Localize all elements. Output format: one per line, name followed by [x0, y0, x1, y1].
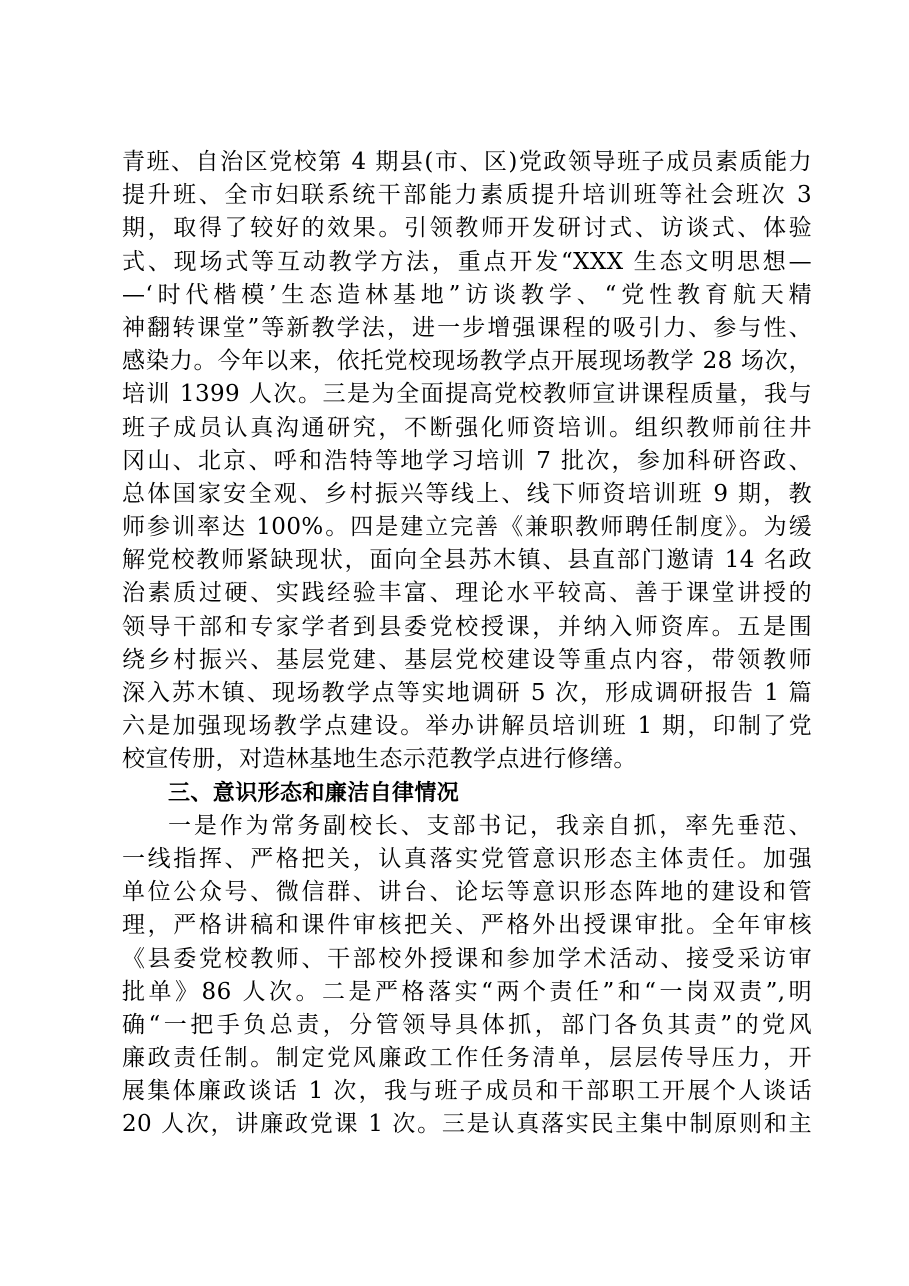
paragraph-line: 六是加强现场教学点建设。举办讲解员培训班 1 期，印制了党	[122, 713, 812, 740]
paragraph-line: 培训 1399 人次。三是为全面提高党校教师宣讲课程质量，我与	[122, 381, 812, 408]
paragraph-line: 班子成员认真沟通研究，不断强化师资培训。组织教师前往井	[122, 414, 812, 441]
paragraph-line: 批单》86 人次。二是严格落实“两个责任”和“一岗双责”,明	[122, 978, 812, 1005]
paragraph-line: 展集体廉政谈话 1 次，我与班子成员和干部职工开展个人谈话	[122, 1078, 812, 1105]
paragraph-line: 青班、自治区党校第 4 期县(市、区)党政领导班子成员素质能力	[122, 149, 812, 175]
paragraph-line: 深入苏木镇、现场教学点等实地调研 5 次，形成调研报告 1 篇	[122, 680, 812, 706]
paragraph-line: 校宣传册，对造林基地生态示范教学点进行修缮。	[122, 746, 637, 773]
paragraph-line: 解党校教师紧缺现状，面向全县苏木镇、县直部门邀请 14 名政	[122, 547, 812, 574]
document-body	[122, 146, 812, 1142]
paragraph-line: 确“一把手负总责，分管领导具体抓，部门各负其责”的党风	[122, 1011, 812, 1038]
paragraph-line: 绕乡村振兴、基层党建、基层党校建设等重点内容，带领教师	[122, 646, 812, 673]
paragraph-line: 冈山、北京、呼和浩特等地学习培训 7 批次，参加科研咨政、	[122, 447, 812, 474]
paragraph-line: —‘时代楷模’生态造林基地”访谈教学、“党性教育航天精	[122, 281, 812, 308]
paragraph-line: 治素质过硬、实践经验丰富、理论水平较高、善于课堂讲授的	[122, 580, 812, 607]
paragraph-line: 师参训率达 100%。四是建立完善《兼职教师聘任制度》。为缓	[122, 514, 812, 541]
paragraph-line: 期，取得了较好的效果。引领教师开发研讨式、访谈式、体验	[122, 215, 812, 242]
section-heading: 三、意识形态和廉洁自律情况	[168, 780, 460, 806]
paragraph-line: 感染力。今年以来，依托党校现场教学点开展现场教学 28 场次，	[122, 348, 812, 375]
paragraph-line: 式、现场式等互动教学方法，重点开发“XXX 生态文明思想—	[122, 248, 812, 275]
paragraph-line: 单位公众号、微信群、讲台、论坛等意识形态阵地的建设和管	[122, 879, 812, 906]
paragraph-line: 理，严格讲稿和课件审核把关、严格外出授课审批。全年审核	[122, 912, 812, 939]
paragraph-line: 总体国家安全观、乡村振兴等线上、线下师资培训班 9 期，教	[122, 480, 812, 507]
paragraph-line: 一线指挥、严格把关，认真落实党管意识形态主体责任。加强	[122, 845, 812, 872]
paragraph-line: 神翻转课堂”等新教学法，进一步增强课程的吸引力、参与性、	[122, 314, 812, 341]
paragraph-line: 廉政责任制。制定党风廉政工作任务清单，层层传导压力，开	[122, 1045, 812, 1072]
paragraph-line: 《县委党校教师、干部校外授课和参加学术活动、接受采访审	[122, 945, 812, 972]
paragraph-line: 20 人次，讲廉政党课 1 次。三是认真落实民主集中制原则和主	[122, 1111, 812, 1138]
paragraph-line: 提升班、全市妇联系统干部能力素质提升培训班等社会班次 3	[122, 182, 812, 209]
paragraph-line: 一是作为常务副校长、支部书记，我亲自抓，率先垂范、	[168, 812, 812, 839]
paragraph-line: 领导干部和专家学者到县委党校授课，并纳入师资库。五是围	[122, 613, 812, 640]
